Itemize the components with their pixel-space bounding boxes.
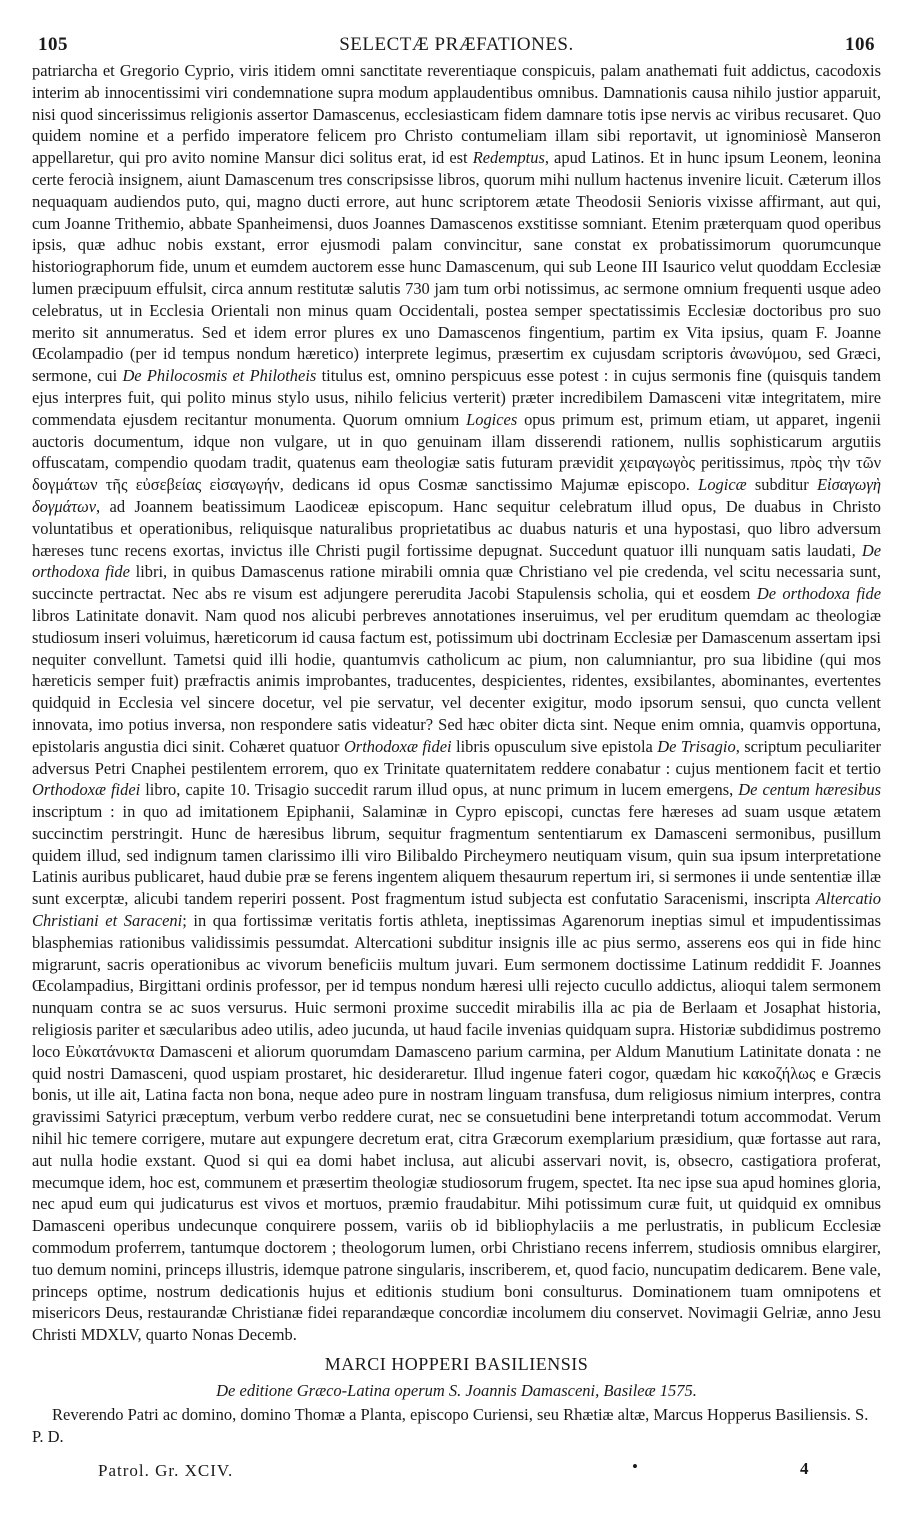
- text-run: ; in qua fortissimæ veritatis fortis athleta, ineptissimas Agarenorum ineptias simul et impudentissimas blasphemias rationibus validissimis pessumdat. Altercationi subditur insignis ille ac pius sermo, asserens eos qui in fide hinc migrarunt, sacris operationibus ac vivorum beneficiis multum juvari. Eum sermonem doctissime Latinum reddidit F. Joannes Œcolampadius, Birgittani ordinis professor, per id tempus nondum hæresi ulli rejecto cucullo addictus, alioqui talem sermonem nunquam contra se ac suos versurus. Huic sermoni proxime succedit mirabilis illa ac pia de Berlaam et Josaphat historia, religiosis pariter et sæcularibus adeo utilis, adeo jucunda, ut haud facile invenias quidquam supra. Historiæ subdidimus postremo loco Εὐκατάνυκτα Damasceni et aliorum quorumdam Damasceno parium carmina, per Aldum Manutium Latinitate donata : ne quid nostri Damasceni, quod uspiam prostaret, hic desideraretur. Illud ingenue fateri cogor, quædam hic κακοζήλως e Græcis bonis, ut ille ait, Latina facta non bona, neque adeo pure in nostram linguam transfusa, dum religiosus nimium interpres, contra gravissimi Satyrici præceptum, verbum verbo reddere curat, nec se consuetudini bene interpretandi totum accommodat. Verum nihil hic temere corrigere, mutare aut expungere decretum erat, citra Græcorum exemplarium præsidium, quæ fortasse aut rara, aut nulla hodie exstant. Quod si qui ea domi habet inclusa, aut alicubi asservari novit, is, obsecro, castigatiora proferat, mecumque idem, hoc est, communem et præsertim theologiæ studiosorum frugem, spectet. Ita nec ipse sua apud homines gloria, nec apud eum qui judicaturus est vivos et mortuos, præmio fraudabitur. Mihi potissimum curæ fuit, ut quidquid ex omnibus Damasceni operibus undecunque conquirere possem, variis ob id bibliophylaciis a me perlustratis, in publicum Ecclesiæ commodum proferrem, tantumque doctorem ; theologorum lumen, orbi Christiano recens inferrem, studiosis omnibus elargirer, tuo demum nomini, princeps illustris, idemque patrone singularis, inscriberem, et, quod facio, nuncupatim dedicarem. Bene vale, princeps optime, nostrum dedicationis hujus et editionis studium boni consulturus. Dominationem tuam omnipotens et misericors Deus, restaurandæ Christianæ fidei reparandæque concordiæ incolumem diu conservet. Novimagii Gelriæ, anno Jesu Christi MDXLV, quarto Nonas Decemb.: [32, 911, 882, 1345]
- text-run: opus primum est, primum etiam, ut apparet, ingenii auctoris documentum, idque non vulgare, ut in quo genuinam illam disserendi rationem, nullis sophisticarum argutiis offuscatam, compendio quodam tradit, quatenus eam theologiæ satis futuram prævidit χειραγωγὸς peritissimus, πρὸς τὴν τῶν δογμάτων τῆς εὐσεβείας εἰσαγωγήν, dedicans id opus Cosmæ sanctissimo Majumæ episcopo.: [32, 409, 881, 495]
- text-run: , scriptum peculiariter adversus Petri Cnaphei pestilentem errorem, quo ex Trinitate quaternitatem reddere conabatur : cujus mentionem facit et tertio: [32, 736, 882, 778]
- page-footer: [32, 1453, 881, 1483]
- text-run: libris opusculum sive epistola: [456, 736, 653, 756]
- text-run: libri, in quibus Damascenus ratione mirabili omnia quæ Christiano vel pie credenda, vel scitu necessaria sunt, succincte pertractat. Nec abs re visum est adjungere pereruditа Jacobi Stapulensis scholia, qui et eosdem: [32, 562, 881, 604]
- body-paragraph: [32, 60, 881, 1346]
- italic-title: Logicæ: [698, 475, 747, 495]
- running-header: [32, 30, 881, 60]
- italic-title: Orthodoxæ fidei: [32, 780, 141, 800]
- text-run: libros Latinitate donavit. Nam quod nos alicubi perbreves annotationes inseruimus, vel per eruditum quemdam ac theologiæ studiosum inseri voluimus, hæreticorum id causa factum est, potissimum ubi doctrinam Ecclesiæ per Damascenum assertam ipsi nequiter convellunt. Tametsi quid illi hodie, quantumvis catholicum ac pium, non calumniantur, pro sua libidine (qui mos hæreticis semper fuit) præfractis animis improbantes, traducentes, despicientes, ridentes, exsibilantes, abominantes, evertentes quidquid in Ecclesia vel sincere docetur, vel pie servatur, vel decenter exigitur, modo ipsorum sensui, quo cuncta vellent innovata, imo potius inversa, non respondere satis videatur? Sed hæc obiter dicta sint. Neque enim omnia, quamvis opportuna, epistolaris angustia dici sinit. Cohæret quatuor: [32, 605, 881, 756]
- footer-dot: •: [632, 1457, 638, 1477]
- page-number-right: 106: [845, 34, 875, 55]
- gathering-mark: 4: [800, 1459, 809, 1479]
- italic-title: De centum hæresibus: [738, 780, 882, 800]
- italic-title: De orthodoxa fide: [32, 540, 882, 582]
- signature-mark: Patrol. Gr. XCIV.: [98, 1461, 234, 1481]
- italic-title: Εἰσαγωγὴ δογμάτων: [32, 475, 882, 516]
- italic-title: Altercatio Christiani et Saraceni: [32, 889, 882, 931]
- section-heading: MARCI HOPPERI BASILIENSIS: [324, 1354, 589, 1375]
- italic-term: Redemptus: [472, 148, 545, 168]
- text-run: subditur: [754, 475, 809, 495]
- section-subtitle: De editione Græco-Latina operum S. Joannis Damasceni, Basileæ 1575.: [216, 1381, 697, 1401]
- italic-title: Orthodoxæ fidei: [343, 736, 452, 756]
- italic-title: De Philocosmis et Philotheis: [122, 366, 317, 386]
- dedication-line: Reverendo Patri ac domino, domino Thomæ a Planta, episcopo Curiensi, seu Rhætiæ altæ, Marcus Hopperus Basiliensis. S. P. D.: [32, 1405, 869, 1446]
- text-run: inscriptum : in quo ad imitationem Epiphanii, Salaminæ in Cypro episcopi, cunctas fere hæreses ad suam usque ætatem succinctim perstringit. Hunc de hæresibus librum, sequitur fragmentum sententiarum ex Damasceni sermonibus, pusillum quidem illud, sed indignum tamen clarissimo illi viro Bilibaldo Pircheymero neutiquam visum, quin sua ipsum interpretatione Latinis auribus publicaret, haud dubie præ se ferens ingentem aliquem thesaurum repertum iri, si sermones ii unde sententiæ illæ sunt excerptæ, alicubi tandem reperiri possent. Post fragmentum istud subjecta est confutatio Saracenismi, inscripta: [32, 802, 881, 909]
- running-title: SELECTÆ PRÆFATIONES.: [339, 34, 574, 55]
- italic-title: De orthodoxa fide: [756, 584, 882, 604]
- page-number-left: 105: [38, 34, 68, 55]
- text-run: , ad Joannem beatissimum Laodiceæ episcopum. Hanc sequitur celebratum illud opus, De duabus in Christo voluntatibus et operationibus, reliquisque naturalibus proprietatibus ac duabus naturis et una hypostasi, quo libro adversum hæreses tunc recens exortas, invictus ille Christi pugil fortissime depugnat. Succedunt quatuor illi nunquam satis laudati,: [32, 496, 881, 560]
- italic-title: Logices: [466, 409, 518, 429]
- text-run: titulus est, omnino perspicuus esse potest : in cujus sermonis fine (quisquis tandem ejus interpres fuit, qui polito minus stylo usus, nihilo felicius verterit) præter incredibilem Damasceni vitæ integritatem, mire commendata ejusdem recitantur monumenta. Quorum omnium: [32, 366, 882, 429]
- text-run: , apud Latinos. Et in hunc ipsum Leonem, leonina certe ferocià insignem, aiunt Damascenum tres conscripsisse libros, quorum mihi nullum hactenus invenire licuit. Cæterum illos nequaquam audiendos puto, qui, magno ducti errore, aut hunc scriptorem ætate Theodosii Senioris vixisse affirmant, aut qui, cum Joanne Trithemio, abbate Spanheimensi, duos Joannes Damascenos exstitisse somniant. Etenim præterquam quod operibus ipsis, quæ adhuc nobis exstant, error ejusmodi palam convincitur, sane constat ex probatissimorum quorumcunque historiographorum fide, unum et eumdem auctorem esse hunc Damascenum, qui sub Leone III Isaurico velut quoddam Ecclesiæ lumen præcipuum effulsit, circa annum restitutæ salutis 730 jam tum orbi notissimus, ac sermone omnium frequenti usque adeo celebratus, ut in Ecclesia Orientali non minus quam Occidentali, postea semper spectatissimis Ecclesiæ doctoribus pro suo merito sit annumeratus. Sed et idem error plures ex uno Damascenos fingentium, partim ex Vita ipsius, quam F. Joanne Œcolampadio (per id tempus nondum hæretico) interprete legimus, præsertim ex cujusdam scriptoris ἀνωνύμου, sed Græci, sermone, cui: [32, 148, 881, 386]
- text-run: libro, capite 10. Trisagio succedit rarum illud opus, at nunc primum in lucem emergens,: [145, 780, 734, 800]
- italic-title: De Trisagio: [657, 736, 736, 756]
- text-run: patriarcha et Gregorio Cyprio, viris itidem omni sanctitate reverentiaque conspicuis, palam anathemati fuit addictus, cacodoxis interim ab innocentissimi viri condemnatione supra modum applaudentibus omnibus. Damnationis causa nihilo justior apparuit, nisi quod sincerissimus religionis assertor Damascenus, ecclesiasticam fidem damnare totis ipse nervis ac viribus recusaret. Quo quidem nomine et a perfido imperatore felicem pro Christo contumeliam illam sibi reportavit, ut ignominiosè Manseron appellaretur, qui pro avito nomine Mansur dici solitus erat, id est: [32, 61, 881, 168]
